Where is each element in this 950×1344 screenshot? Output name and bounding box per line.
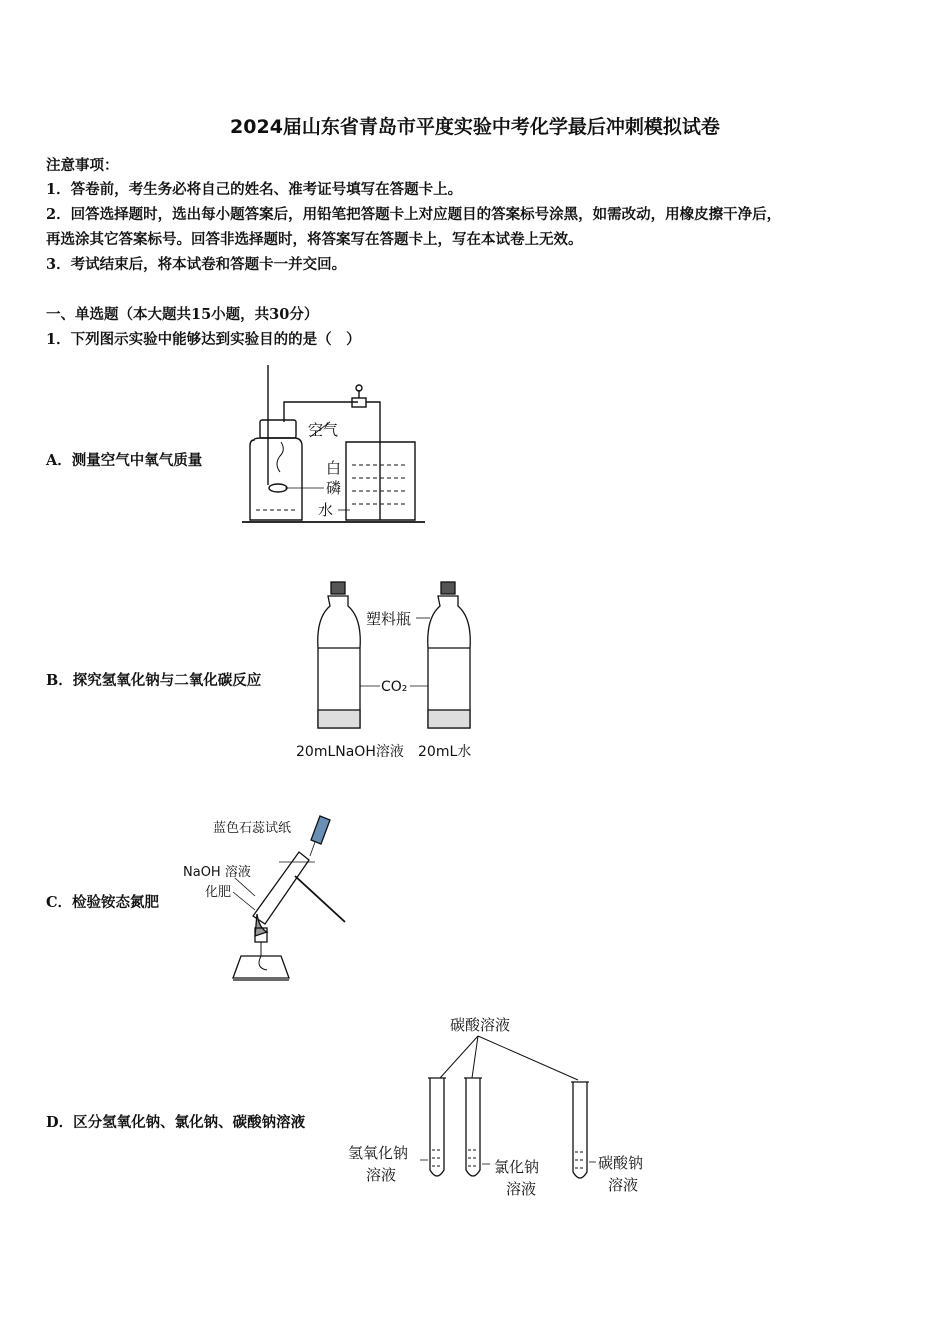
label-tube2-a: 氯化钠 xyxy=(494,1158,540,1176)
note-item-3: 3．考试结束后，将本试卷和答题卡一并交回。 xyxy=(46,256,347,273)
section-heading: 一、单选题（本大题共15小题，共30分） xyxy=(46,306,319,323)
label-tube3-a: 碳酸钠 xyxy=(598,1154,644,1172)
figure-a-apparatus xyxy=(240,360,430,530)
label-water-20ml: 20mL水 xyxy=(418,744,472,760)
label-naoh: NaOH 溶液 xyxy=(183,865,251,880)
figure-d-tubes xyxy=(340,1010,660,1210)
note-item-1: 1．答卷前，考生务必将自己的姓名、准考证号填写在答题卡上。 xyxy=(46,181,463,198)
figure-c-test xyxy=(175,806,365,986)
question-stem: 1．下列图示实验中能够达到实验目的的是（ ） xyxy=(46,331,361,348)
label-water: 水 xyxy=(318,501,334,519)
label-co2: CO₂ xyxy=(381,679,408,695)
label-fertilizer: 化肥 xyxy=(205,885,232,900)
label-tube1-a: 氢氧化钠 xyxy=(348,1144,409,1162)
label-bottle: 塑料瓶 xyxy=(366,610,412,628)
label-tube3-b: 溶液 xyxy=(608,1176,639,1194)
notes-heading: 注意事项： xyxy=(46,157,119,174)
label-litmus: 蓝色石蕊试纸 xyxy=(213,821,292,836)
option-a-label: A．测量空气中氧气质量 xyxy=(46,452,203,469)
option-d-label: D．区分氢氧化钠、氯化钠、碳酸钠溶液 xyxy=(46,1114,306,1131)
label-carbonic: 碳酸溶液 xyxy=(450,1016,511,1034)
note-item-2: 2．回答选择题时，选出每小题答案后，用铅笔把答题卡上对应题目的答案标号涂黑，如需改动，用橡皮擦干净后， xyxy=(46,206,782,223)
figure-b-bottles xyxy=(290,578,490,768)
option-b-label: B．探究氢氧化钠与二氧化碳反应 xyxy=(46,672,262,689)
label-air: 空气 xyxy=(308,421,339,439)
note-item-2-cont: 再选涂其它答案标号。回答非选择题时，将答案写在答题卡上，写在本试卷上无效。 xyxy=(46,231,583,248)
label-white: 白 xyxy=(326,459,342,477)
option-c-label: C．检验铵态氮肥 xyxy=(46,894,160,911)
label-phos: 磷 xyxy=(326,479,342,497)
label-tube1-b: 溶液 xyxy=(366,1166,397,1184)
label-tube2-b: 溶液 xyxy=(506,1180,537,1198)
page-title: 2024届山东省青岛市平度实验中考化学最后冲刺模拟试卷 xyxy=(230,116,720,138)
label-naoh-20ml: 20mLNaOH溶液 xyxy=(296,744,404,760)
